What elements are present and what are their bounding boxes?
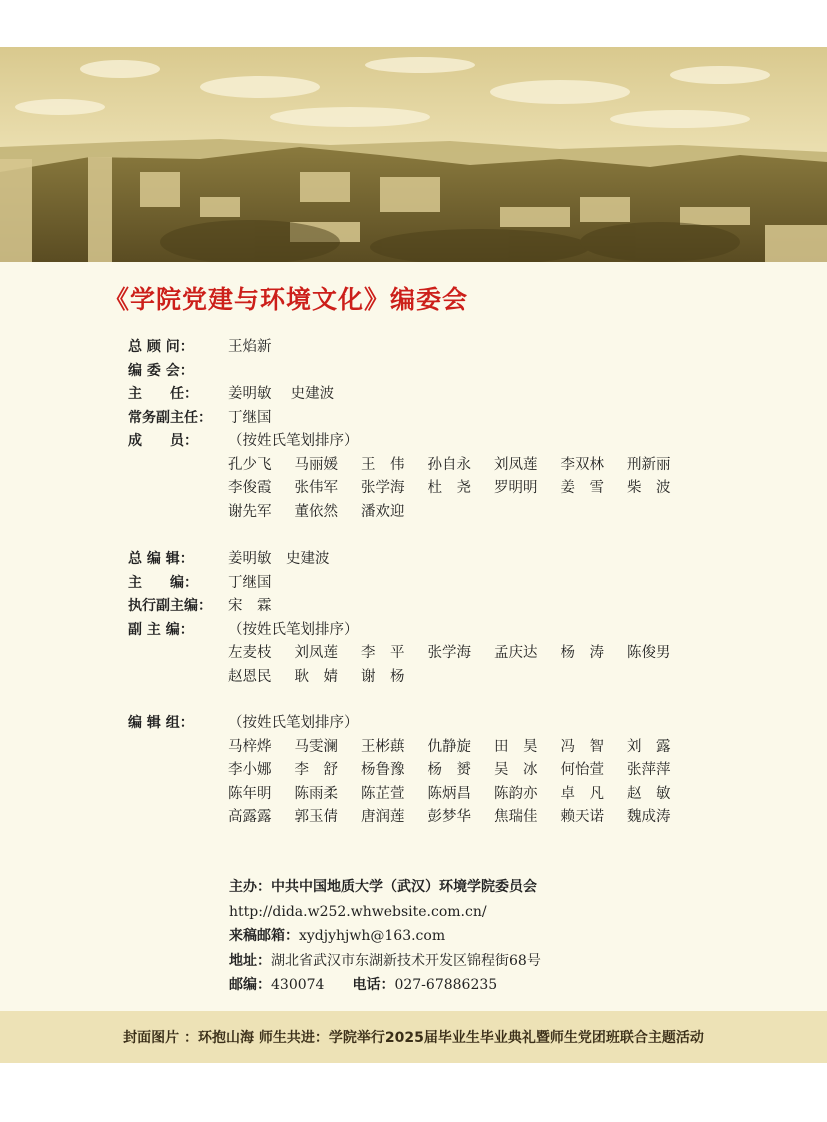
committee-section	[128, 336, 694, 524]
page-title: 《学院党建与环境文化》编委会	[104, 285, 469, 314]
person-name: 孟庆达	[494, 645, 538, 661]
person-name: 杨鲁豫	[361, 762, 405, 778]
person-name: 陈炳昌	[427, 785, 471, 802]
person-name: 赵 敏	[627, 785, 671, 802]
committee-value: 姜明敏 史建波	[228, 386, 335, 402]
editor-label: 执行副主编：	[128, 598, 212, 614]
host-label: 主办：	[229, 879, 271, 895]
editor-label: 副 主 编：	[128, 621, 194, 638]
committee-row	[128, 407, 694, 431]
campus-banner-image	[0, 47, 827, 262]
host-name: 中共中国地质大学（武汉）环境学院委员会	[271, 879, 537, 895]
person-name: 陈俊男	[627, 645, 671, 661]
committee-row	[128, 336, 694, 360]
person-name: 魏成涛	[627, 809, 671, 825]
edit-group-names-row	[228, 759, 694, 783]
email-address[interactable]: xydjyhjwh@163.com	[299, 928, 446, 944]
phone-value: 027-67886235	[394, 977, 498, 993]
person-name: 马梓烨	[228, 738, 272, 755]
deputy-editors-row	[228, 642, 694, 666]
person-name: 李小娜	[228, 762, 272, 778]
members-row	[228, 454, 694, 478]
editor-label: 总 编 辑：	[128, 551, 194, 567]
editor-label: 主 编：	[128, 574, 198, 591]
deputy-editors-row	[228, 666, 694, 690]
person-name: 杨 涛	[560, 645, 604, 661]
edit-group-section	[128, 712, 694, 830]
person-name: 李 平	[361, 645, 405, 661]
edit-group-label: 编 辑 组：	[128, 715, 194, 731]
person-name: 何怡萱	[560, 762, 604, 778]
members-row	[228, 477, 694, 501]
committee-label: 常务副主任：	[128, 409, 212, 426]
committee-label: 编 委 会：	[128, 362, 194, 379]
person-name: 李双林	[560, 456, 604, 473]
person-name: 高露露	[228, 809, 272, 825]
person-name: 赵恩民	[228, 668, 272, 685]
person-name: 张萍萍	[627, 762, 671, 778]
committee-value: 王焰新	[228, 339, 272, 355]
person-name: 柴 波	[627, 480, 671, 496]
person-name: 王 伟	[361, 456, 405, 473]
members-list	[128, 454, 694, 525]
person-name: 吴 冰	[494, 762, 538, 778]
cover-caption-footer: 封面图片 ：环抱山海 师生共进：学院举行2025届毕业生毕业典礼暨师生党团班联合主题活动	[0, 1011, 827, 1063]
person-name: 陈韵亦	[494, 785, 538, 802]
person-name: 孔少飞	[228, 456, 272, 473]
editor-row	[128, 548, 694, 572]
email-label: 来稿邮箱：	[229, 928, 299, 944]
person-name: 董依然	[294, 503, 338, 520]
address-value: 湖北省武汉市东湖新技术开发区锦程街68号	[271, 952, 541, 969]
editor-value: （按姓氏笔划排序）	[228, 621, 359, 638]
person-name: 张学海	[361, 480, 405, 496]
person-name: 刑新丽	[627, 456, 671, 473]
person-name: 马雯澜	[294, 738, 338, 755]
person-name: 罗明明	[494, 480, 538, 496]
person-name: 杜 尧	[427, 480, 471, 496]
committee-value: 丁继国	[228, 409, 272, 426]
person-name: 赖天诺	[560, 809, 604, 825]
person-name: 李俊霞	[228, 480, 272, 496]
person-name: 耿 婧	[294, 668, 338, 685]
editor-row	[128, 619, 694, 643]
committee-value: （按姓氏笔划排序）	[228, 433, 359, 449]
person-name: 张伟军	[294, 480, 338, 496]
person-name: 左麦枝	[228, 645, 272, 661]
editor-row	[128, 595, 694, 619]
website-link[interactable]: http://dida.w252.whwebsite.com.cn/	[229, 903, 487, 920]
committee-row	[128, 360, 694, 384]
editor-value: 姜明敏 史建波	[228, 551, 330, 567]
person-name: 冯 智	[560, 738, 604, 755]
person-name: 李 舒	[294, 762, 338, 778]
person-name: 刘 露	[627, 738, 671, 755]
committee-label: 总 顾 问：	[128, 339, 194, 355]
contact-info	[229, 875, 541, 998]
person-name: 陈年明	[228, 785, 272, 802]
zip-phone-line	[229, 973, 541, 998]
person-name: 潘欢迎	[361, 503, 405, 520]
edit-group-names-row	[228, 783, 694, 807]
email-line	[229, 924, 541, 949]
zip-label: 邮编：	[229, 977, 271, 993]
committee-row	[128, 383, 694, 407]
person-name: 张学海	[427, 645, 471, 661]
deputy-editors-list	[128, 642, 694, 689]
editor-row	[128, 572, 694, 596]
edit-group-names-row	[228, 806, 694, 830]
host-line	[229, 875, 541, 900]
person-name: 郭玉倩	[294, 809, 338, 825]
editor-value: 宋 霖	[228, 598, 272, 614]
person-name: 唐润莲	[361, 809, 405, 825]
person-name: 马丽媛	[294, 456, 338, 473]
person-name: 王彬蕻	[361, 738, 405, 755]
person-name: 仇静旋	[427, 738, 471, 755]
committee-row	[128, 430, 694, 454]
editors-section	[128, 548, 694, 689]
person-name: 谢先军	[228, 503, 272, 520]
person-name: 焦瑞佳	[494, 809, 538, 825]
committee-label: 主 任：	[128, 386, 198, 402]
person-name: 谢 杨	[361, 668, 405, 685]
committee-label: 成 员：	[128, 433, 198, 449]
edit-group-note: （按姓氏笔划排序）	[228, 715, 359, 731]
person-name: 田 昊	[494, 738, 538, 755]
zip-value: 430074	[271, 977, 325, 993]
person-name: 陈芷萱	[361, 785, 405, 802]
phone-label: 电话：	[352, 977, 395, 993]
edit-group-row	[128, 712, 694, 736]
person-name: 刘凤莲	[494, 456, 538, 473]
person-name: 姜 雪	[560, 480, 604, 496]
address-label: 地址：	[229, 952, 271, 969]
person-name: 彭梦华	[427, 809, 471, 825]
person-name: 卓 凡	[560, 785, 604, 802]
members-row	[228, 501, 694, 525]
person-name: 杨 赟	[427, 762, 471, 778]
edit-group-list	[128, 736, 694, 830]
person-name: 陈雨柔	[294, 785, 338, 802]
editor-value: 丁继国	[228, 574, 272, 591]
edit-group-names-row	[228, 736, 694, 760]
person-name: 刘凤莲	[294, 645, 338, 661]
address-line	[229, 949, 541, 974]
person-name: 孙自永	[427, 456, 471, 473]
